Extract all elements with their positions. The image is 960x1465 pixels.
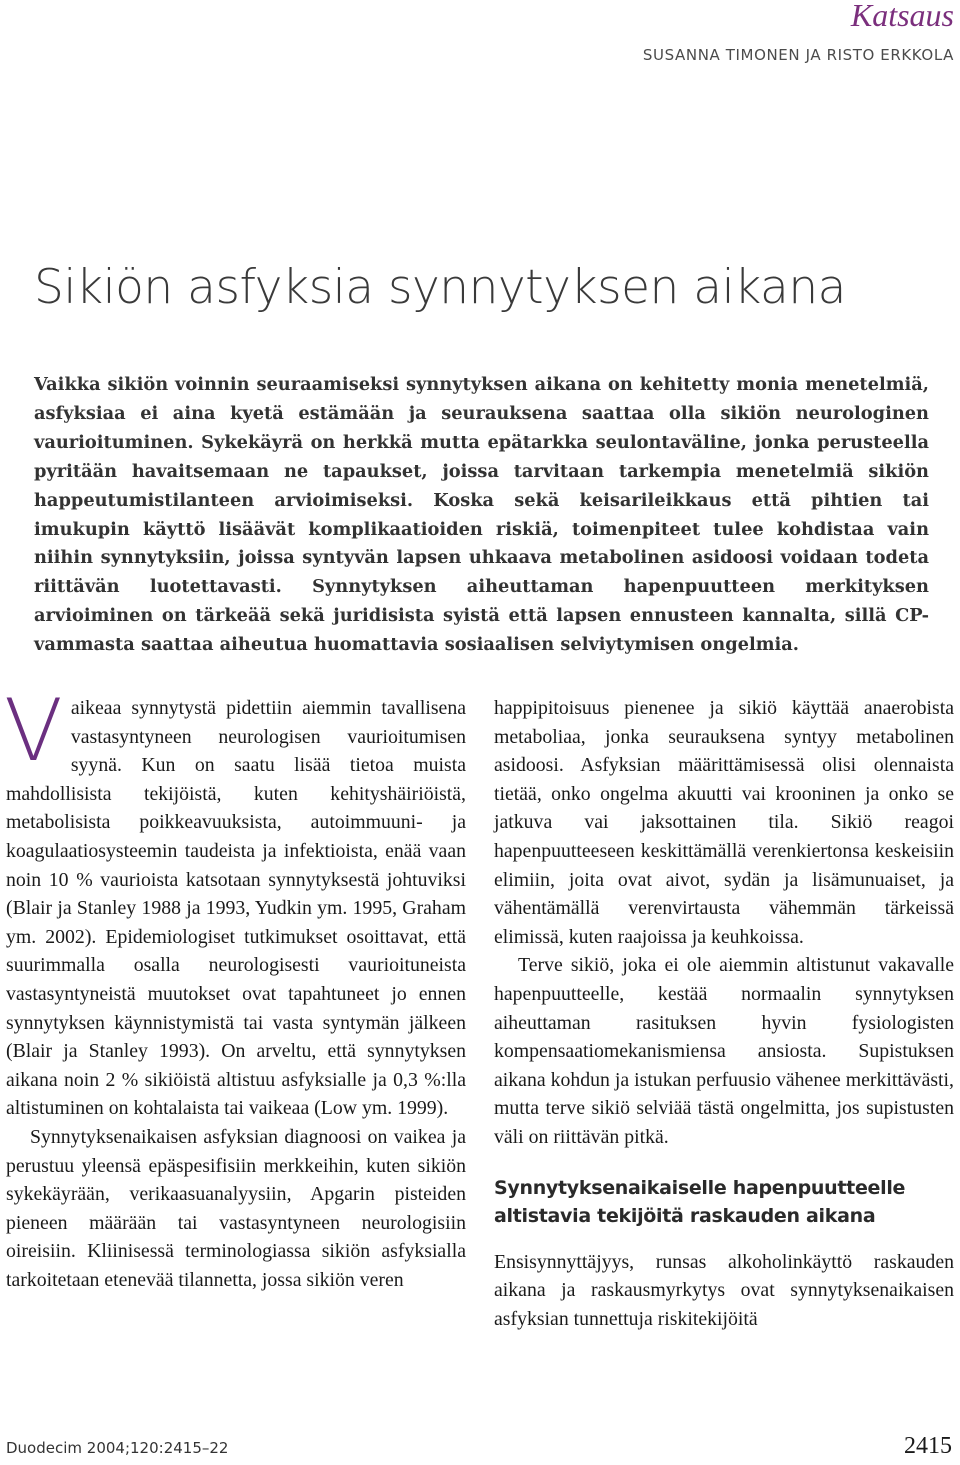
body-column-left — [4, 681, 466, 1294]
section-heading: Synnytyksenaikaiselle hapenpuutteelle altistavia tekijöitä raskauden aikana — [494, 1176, 906, 1227]
section-label: Katsaus — [850, 0, 954, 33]
body-paragraph: Synnytyksenaikaisen asfyksian diagnoosi on vaikea ja perustuu yleensä epäspesifisiin merkkeihin, kuten sikiön sykekäyrään, verikaasuanalyysiin, Apgarin pisteiden pieneen määrään tai vastasyntyneen neurologisiin oireisiin. Kliinisessä terminologiassa sikiön asfyksialla tarkoitetaan etenevää tilannetta, jossa sikiön veren — [6, 1125, 466, 1291]
article-abstract: Vaikka sikiön voinnin seuraamiseksi synnytyksen aikana on kehitetty monia menetelmiä, asfyksiaa ei aina kyetä estämään ja seurauksena saattaa olla sikiön neurologinen vaurioituminen. Sykekäyrä on herkkä mutta epätarkka seulontaväline, jonka perusteella pyritään havaitsemaan ne tapaukset, joissa tarvitaan tarkempia menetelmiä sikiön happeutumistilanteen arvioimiseksi. Koska sekä keisarileikkaus että pihtien tai imukupin käyttö lisäävät komplikaatioiden riskiä, toimenpiteet tulee kohdistaa vain niihin synnytyksiin, joissa syntyvän lapsen uhkaava metabolinen asidoosi voidaan todeta riittävän luotettavasti. Synnytyksen aiheuttaman hapenpuutteen merkityksen arvioiminen on tärkeää sekä juridisista syistä että lapsen ennusteen kannalta, sillä CP-vammasta saattaa aiheutua huomattavia sosiaalisen selviytymisen ongelmia. — [34, 374, 929, 656]
page-number: 2415 — [904, 1433, 952, 1459]
body-column-right — [494, 694, 954, 1333]
journal-citation: Duodecim 2004;120:2415–22 — [6, 1439, 229, 1457]
body-paragraph: Terve sikiö, joka ei ole aiemmin altistunut vakavalle hapenpuutteelle, kestää normaalin synnytyksen aiheuttaman rasituksen hyvin fysiologisten kompensaatiomekanismiensa ansiosta. Supistuksen aikana kohdun ja istukan perfuusio vähenee merkittävästi, mutta terve sikiö selviää tästä ongelmitta, jos supistusten väli on riittävän pitkä. — [494, 954, 954, 1148]
drop-cap: V — [4, 681, 63, 781]
article-authors: SUSANNA TIMONEN JA RISTO ERKKOLA — [642, 46, 954, 64]
body-paragraph: happipitoisuus pienenee ja sikiö käyttää anaerobista metaboliaa, jonka seurauksena syntyy metabolinen asidoosi. Asfyksian määrittämisessä olisi olennaista tietää, onko ongelma akuutti vai krooninen ja onko se jatkuva vai jaksottainen tila. Sikiö reagoi hapenpuutteeseen keskittämällä verenkiertonsa keskeisiin elimiin, joita ovat aivot, sydän ja lisämunuaiset, ja vähentämällä verenvirtausta vähemmän tärkeissä elimissä, kuten raajoissa ja keuhkoissa. — [494, 697, 954, 948]
article-title: Sikiön asfyksia synnytyksen aikana — [34, 260, 846, 315]
body-paragraph: aikeaa synnytystä pidettiin aiemmin tavallisena vastasyntyneen neurologisen vaurioitumisen syynä. Kun on saatu lisää tietoa muista mahdollisista tekijöistä, kuten kehityshäiriöistä, metabolisista poikkeavuuksista, autoimmuuni- ja koagulaatiosysteemin taudeista ja infektioista, enää vaan noin 10 % vaurioista katsotaan synnytyksestä johtuviksi (Blair ja Stanley 1988 ja 1993, Yudkin ym. 1995, Graham ym. 2002). Epidemiologiset tutkimukset osoittavat, että suurimmalla osalla neurologisesti vaurioituneista vastasyntyneistä muutokset ovat tapahtuneet jo ennen synnytyksen käynnistymistä tai vasta syntymän jälkeen (Blair ja Stanley 1993). On arveltu, että synnytyksen aikana noin 2 % sikiöistä altistuu asfyksialle ja 0,3 %:lla altistuminen on kohtalaista tai vaikeaa (Low ym. 1999). — [6, 697, 466, 1120]
body-paragraph: Ensisynnyttäjyys, runsas alkoholinkäyttö raskauden aikana ja raskausmyrkytys ovat synnytyksenaikaisen asfyksian tunnettuja riskitekijöitä — [494, 1250, 954, 1330]
